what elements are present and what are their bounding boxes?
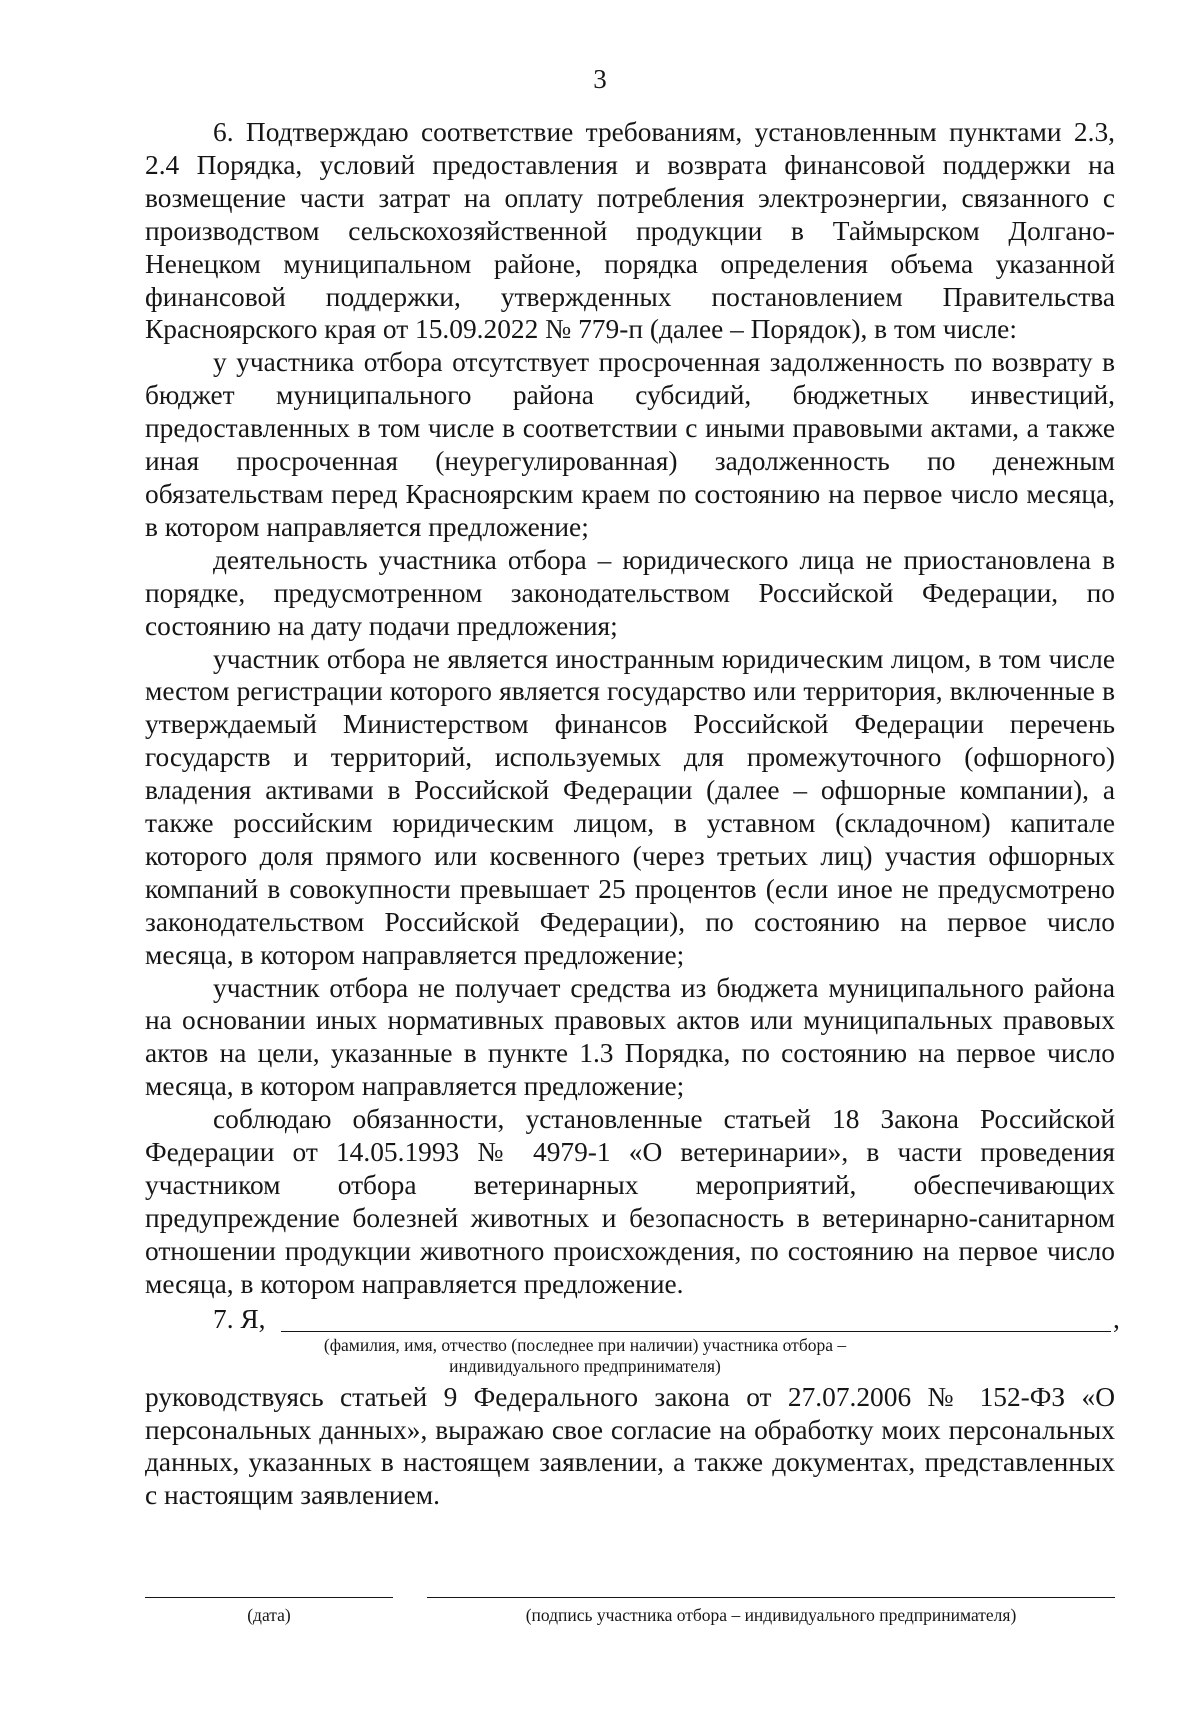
- name-fill-line[interactable]: [281, 1331, 1111, 1332]
- item-7-label: 7. Я,: [213, 1303, 266, 1334]
- paragraph-no-other-funds: участник отбора не получает средства из бюджета муниципального района на основании иных нормативных правовых актов или муниципальных правовых актов на цели, указанные в пункте 1.3 Порядка, по состоянию на первое число месяца, в котором направляется предложение;: [145, 972, 1115, 1102]
- paragraph-no-debt: у участника отбора отсутствует просроченная задолженность по возврату в бюджет муниципального района субсидий, бюджетных инвестиций, предоставленных в том числе в соответствии с иными правовыми актами, а также иная просроченная (неурегулированная) задолженность по денежным обязательствам перед Красноярским краем по состоянию на первое число месяца, в котором направляется предложение;: [145, 347, 1115, 542]
- consent-paragraph: руководствуясь статьей 9 Федерального закона от 27.07.2006 № 152-ФЗ «О персональных данных», выражаю свое согласие на обработку моих персональных данных, указанных в настоящем заявлении, а также документах, представленных с настоящим заявлением.: [145, 1381, 1115, 1511]
- item-7-name-row: [145, 1303, 1120, 1339]
- signature-block: [145, 1597, 1115, 1637]
- date-caption: (дата): [247, 1605, 291, 1625]
- signature-fill-line[interactable]: [427, 1597, 1115, 1598]
- document-body: [145, 116, 1120, 1512]
- item-7-comma: ,: [1113, 1303, 1120, 1334]
- page-number: 3: [593, 64, 607, 94]
- paragraph-veterinary: соблюдаю обязанности, установленные статьей 18 Закона Российской Федерации от 14.05.1993 № 4979-1 «О ветеринарии», в части проведения участником отбора ветеринарных мероприятий, обеспечивающих предупреждение болезней животных и безопасность в ветеринарно-санитарном отношении продукции животного происхождения, по состоянию на первое число месяца, в котором направляется предложение.: [145, 1104, 1115, 1299]
- date-fill-line[interactable]: [145, 1597, 393, 1598]
- name-caption-line-1: (фамилия, имя, отчество (последнее при наличии) участника отбора –: [323, 1334, 847, 1355]
- signature-caption: (подпись участника отбора – индивидуального предпринимателя): [525, 1605, 1017, 1625]
- paragraph-not-suspended: деятельность участника отбора – юридического лица не приостановлена в порядке, предусмотренном законодательством Российской Федерации, по состоянию на дату подачи предложения;: [145, 544, 1115, 641]
- name-caption-line-2: индивидуального предпринимателя): [449, 1355, 721, 1376]
- paragraph-not-foreign: участник отбора не является иностранным юридическим лицом, в том числе местом регистрации которого является государство или территория, включенные в утверждаемый Министерством финансов Российской Федерации перечень государств и территорий, используемых для промежуточного (офшорного) владения активами в Российской Федерации (далее – офшорные компании), а также российским юридическим лицом, в уставном (складочном) капитале которого доля прямого или косвенного (через третьих лиц) участия офшорных компаний в совокупности превышает 25 процентов (если иное не предусмотрено законодательством Российской Федерации), по состоянию на первое число месяца, в котором направляется предложение;: [145, 643, 1115, 970]
- name-caption: [265, 1335, 905, 1377]
- paragraph-item-6: 6. Подтверждаю соответствие требованиям, установленным пунктами 2.3, 2.4 Порядка, условий предоставления и возврата финансовой поддержки на возмещение части затрат на оплату потребления электроэнергии, связанного с производством сельскохозяйственной продукции в Таймырском Долгано-Ненецком муниципальном районе, порядка определения объема указанной финансовой поддержки, утвержденных постановлением Правительства Красноярского края от 15.09.2022 № 779-п (далее – Порядок), в том числе:: [145, 117, 1115, 345]
